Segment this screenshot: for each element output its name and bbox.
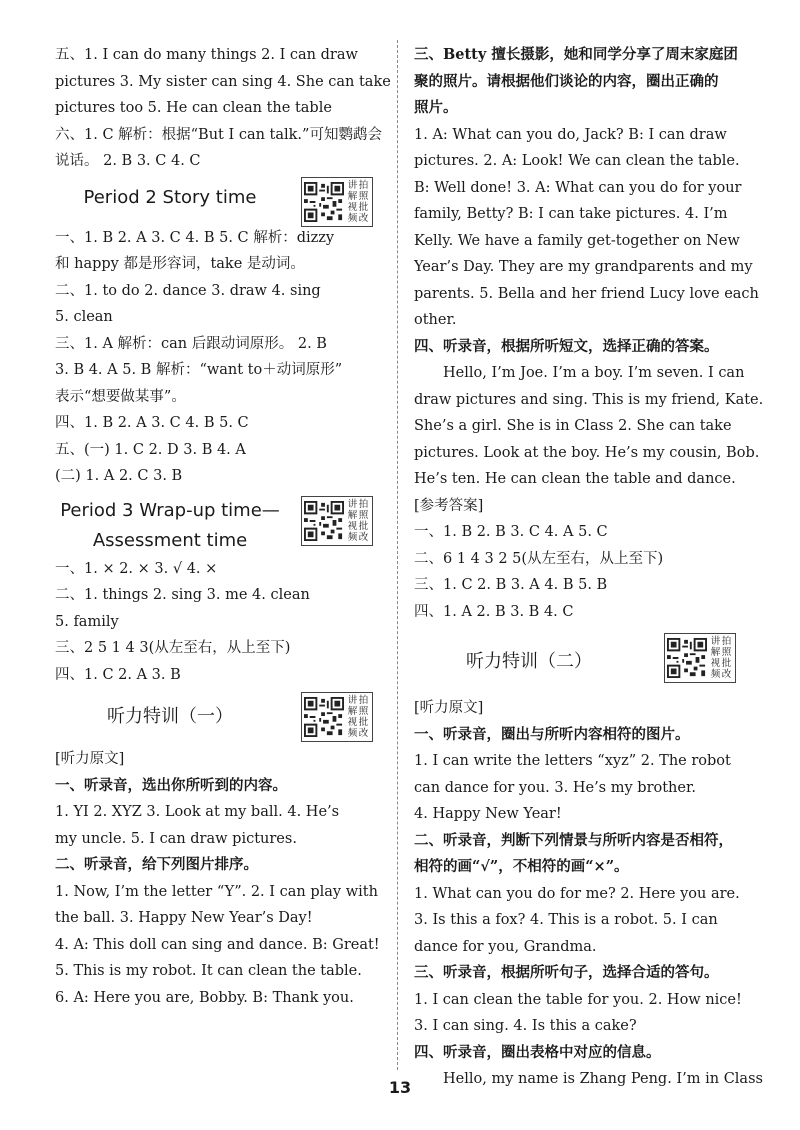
text-line: dance for you, Grandma. bbox=[414, 938, 597, 955]
text-line: draw pictures and sing. This is my friend, Kate. bbox=[414, 391, 764, 408]
qr-code-icon bbox=[304, 182, 344, 222]
text-line: 相符的画“√”，不相符的画“×”。 bbox=[414, 858, 629, 875]
listening-2-transcript bbox=[414, 695, 763, 1093]
text-line: 三、1. A 解析：can 后跟动词原形。 2. B bbox=[55, 335, 327, 352]
text-line: Hello, I’m Joe. I’m a boy. I’m seven. I can bbox=[443, 365, 745, 381]
text-line: 一、听录音，圈出与所听内容相符的图片。 bbox=[414, 725, 690, 743]
text-line: 二、1. to do 2. dance 3. draw 4. sing bbox=[55, 282, 321, 299]
qr-code[interactable] bbox=[301, 177, 373, 227]
text-line: Kelly. We have a family get-together on New bbox=[414, 232, 740, 249]
period-3-answers bbox=[55, 556, 375, 689]
listening-1-heading bbox=[55, 688, 375, 746]
section-3-dialogue bbox=[414, 122, 759, 334]
listening-1-transcript bbox=[55, 746, 380, 1011]
text-line: pictures. Look at the boy. He’s my cousin, Bob. bbox=[414, 444, 760, 461]
text-line: He’s ten. He can clean the table and dance. bbox=[414, 471, 736, 487]
text-line: pictures too 5. He can clean the table bbox=[55, 100, 332, 116]
text-line: 三、2 5 1 4 3(从左至右，从上至下) bbox=[55, 640, 291, 656]
text-line: pictures 3. My sister can sing 4. She can take bbox=[55, 73, 391, 90]
qr-caption: 讲 拍 解 照 视 批 频 改 bbox=[347, 695, 369, 739]
text-line: 五、1. I can do many things 2. I can draw bbox=[55, 47, 358, 63]
listening-2-heading bbox=[414, 625, 748, 695]
qr-code[interactable] bbox=[664, 633, 736, 683]
text-line: 一、听录音，选出你所听到的内容。 bbox=[55, 776, 287, 794]
page-number: 13 bbox=[388, 1078, 412, 1097]
text-line: Hello, my name is Zhang Peng. I’m in Class bbox=[443, 1071, 763, 1087]
period-3-heading bbox=[55, 490, 375, 556]
text-line: 说话。 2. B 3. C 4. C bbox=[55, 153, 201, 169]
text-line: can dance for you. 3. He’s my brother. bbox=[414, 779, 696, 796]
text-line: 二、6 1 4 3 2 5(从左至右，从上至下) bbox=[414, 550, 664, 567]
text-line: 1. Now, I’m the letter “Y”. 2. I can play with bbox=[55, 883, 378, 900]
text-line: 4. Happy New Year! bbox=[414, 806, 562, 822]
text-line: 3. B 4. A 5. B 解析：“want to＋动词原形” bbox=[55, 362, 343, 378]
text-line: 四、1. B 2. A 3. C 4. B 5. C bbox=[55, 415, 249, 431]
qr-code-icon bbox=[667, 638, 707, 678]
text-line: 一、1. × 2. × 3. √ 4. × bbox=[55, 560, 218, 577]
text-line: 三、1. C 2. B 3. A 4. B 5. B bbox=[414, 577, 608, 593]
qr-code[interactable] bbox=[301, 496, 373, 546]
text-line: 1. What can you do for me? 2. Here you are. bbox=[414, 885, 740, 902]
section-5-answers bbox=[55, 42, 391, 122]
text-line: [参考答案] bbox=[414, 497, 484, 514]
text-line: parents. 5. Bella and her friend Lucy love each bbox=[414, 285, 759, 302]
text-line: 3. I can sing. 4. Is this a cake? bbox=[414, 1018, 637, 1034]
text-line: (二) 1. A 2. C 3. B bbox=[55, 468, 183, 484]
text-line: 四、听录音，圈出表格中对应的信息。 bbox=[414, 1043, 661, 1061]
text-line: 6. A: Here you are, Bobby. B: Thank you. bbox=[55, 989, 354, 1006]
period-2-title: Period 2 Story time bbox=[83, 186, 257, 208]
section-6-answers bbox=[55, 122, 382, 175]
text-line: 1. I can write the letters “xyz” 2. The robot bbox=[414, 753, 731, 769]
text-line: 二、听录音，给下列图片排序。 bbox=[55, 856, 258, 873]
qr-caption: 讲 拍 解 照 视 批 频 改 bbox=[347, 179, 369, 224]
reference-answers bbox=[414, 493, 748, 626]
listening-1-title: 听力特训（一） bbox=[107, 706, 233, 727]
text-line: my uncle. 5. I can draw pictures. bbox=[55, 830, 297, 847]
text-line: 六、1. C 解析：根据“But I can talk.”可知鹦鹉会 bbox=[55, 126, 382, 143]
text-line: 表示“想要做某事”。 bbox=[55, 388, 186, 405]
qr-code-icon bbox=[304, 501, 344, 541]
text-line: 三、Betty 擅长摄影，她和同学分享了周末家庭团 bbox=[414, 46, 738, 63]
listening-2-title: 听力特训（二） bbox=[466, 651, 592, 672]
qr-code-icon bbox=[304, 697, 344, 737]
text-line: B: Well done! 3. A: What can you do for your bbox=[414, 179, 742, 196]
text-line: 四、1. A 2. B 3. B 4. C bbox=[414, 603, 574, 620]
qr-caption: 讲 拍 解 照 视 批 频 改 bbox=[347, 498, 369, 543]
text-line: other. bbox=[414, 312, 457, 328]
text-line: 一、1. B 2. A 3. C 4. B 5. C 解析：dizzy bbox=[55, 229, 335, 246]
text-line: 5. clean bbox=[55, 309, 113, 325]
text-line: 5. This is my robot. It can clean the table. bbox=[55, 963, 362, 979]
text-line: 3. Is this a fox? 4. This is a robot. 5. I can bbox=[414, 912, 718, 928]
text-line: 和 happy 都是形容词，take 是动词。 bbox=[55, 256, 305, 272]
text-line: [听力原文] bbox=[55, 751, 125, 767]
section-4-passage bbox=[414, 360, 764, 493]
text-line: 四、1. C 2. A 3. B bbox=[55, 666, 181, 683]
text-line: 二、听录音，判断下列情景与所听内容是否相符， bbox=[414, 831, 733, 849]
text-line: 5. family bbox=[55, 613, 119, 630]
text-line: the ball. 3. Happy New Year’s Day! bbox=[55, 910, 313, 926]
right-column bbox=[414, 42, 764, 1093]
qr-caption: 讲 拍 解 照 视 批 频 改 bbox=[710, 636, 732, 680]
text-line: 三、听录音，根据所听句子，选择合适的答句。 bbox=[414, 964, 719, 981]
left-column bbox=[55, 42, 391, 1011]
text-line: 1. YI 2. XYZ 3. Look at my ball. 4. He’s bbox=[55, 804, 340, 820]
text-line: 五、(一) 1. C 2. D 3. B 4. A bbox=[55, 441, 246, 458]
column-divider bbox=[397, 40, 398, 1070]
text-line: family, Betty? B: I can take pictures. 4. I’m bbox=[414, 206, 728, 222]
period-2-heading bbox=[55, 175, 375, 225]
text-line: Year’s Day. They are my grandparents and my bbox=[414, 259, 753, 275]
text-line: 4. A: This doll can sing and dance. B: Great! bbox=[55, 936, 380, 953]
text-line: 二、1. things 2. sing 3. me 4. clean bbox=[55, 587, 310, 603]
text-line: 1. I can clean the table for you. 2. How nice! bbox=[414, 991, 742, 1008]
text-line: 照片。 bbox=[414, 99, 458, 116]
text-line: 一、1. B 2. B 3. C 4. A 5. C bbox=[414, 524, 608, 540]
text-line: pictures. 2. A: Look! We can clean the table. bbox=[414, 153, 740, 169]
text-line: [听力原文] bbox=[414, 700, 484, 716]
text-line: 聚的照片。请根据他们谈论的内容，圈出正确的 bbox=[414, 72, 719, 90]
text-line: 1. A: What can you do, Jack? B: I can draw bbox=[414, 126, 727, 143]
qr-code[interactable] bbox=[301, 692, 373, 742]
section-3-intro bbox=[414, 42, 748, 122]
section-4-intro: 四、听录音，根据所听短文，选择正确的答案。 bbox=[414, 337, 719, 355]
text-line: She’s a girl. She is in Class 2. She can take bbox=[414, 418, 732, 434]
period-3-title: Period 3 Wrap-up time— Assessment time bbox=[60, 499, 280, 551]
period-2-answers bbox=[55, 225, 375, 490]
